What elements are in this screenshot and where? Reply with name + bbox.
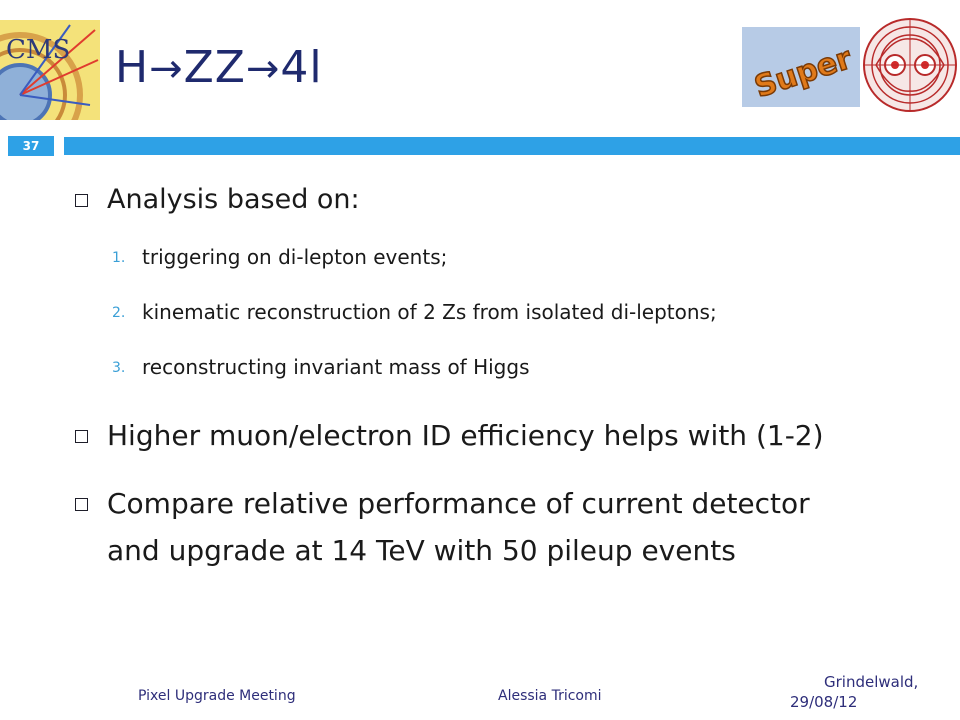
slide-number: 37 (8, 136, 54, 156)
list-number: 2. (112, 305, 126, 321)
checkbox-bullet-icon (75, 498, 88, 511)
svg-text:Super: Super (750, 41, 856, 106)
footer-location-date (790, 672, 918, 712)
footer-author: Alessia Tricomi (498, 688, 602, 704)
bullet-text: Analysis based on: (107, 184, 360, 215)
checkbox-bullet-icon (75, 194, 88, 207)
footer-meeting: Pixel Upgrade Meeting (138, 688, 296, 704)
list-item (112, 245, 892, 273)
checkbox-bullet-icon (75, 430, 88, 443)
list-item-text: triggering on di-lepton events; (142, 245, 448, 269)
list-number: 3. (112, 360, 126, 376)
bullet-compare-performance (75, 482, 905, 574)
svg-text:CMS: CMS (6, 35, 71, 65)
list-item-text: kinematic reconstruction of 2 Zs from isolated di-leptons; (142, 300, 717, 324)
bullet-text-line2: and upgrade at 14 TeV with 50 pileup events (107, 534, 736, 567)
list-number: 1. (112, 250, 126, 266)
list-item (112, 300, 892, 328)
bullet-analysis-based-on (75, 178, 905, 222)
page-title: H→ZZ→4l (115, 42, 323, 93)
bullet-id-efficiency (75, 414, 905, 458)
super-logo (742, 27, 860, 107)
cms-logo (0, 20, 100, 120)
bullet-text: Higher muon/electron ID efficiency helps with (1-2) (107, 419, 824, 452)
footer-location: Grindelwald, (824, 673, 919, 691)
header-rule (64, 137, 960, 155)
list-item-text: reconstructing invariant mass of Higgs (142, 355, 530, 379)
lhc-dipole-logo (862, 17, 958, 113)
footer-date: 29/08/12 (790, 693, 858, 711)
bullet-text-line1: Compare relative performance of current detector (107, 487, 810, 520)
list-item (112, 355, 892, 383)
